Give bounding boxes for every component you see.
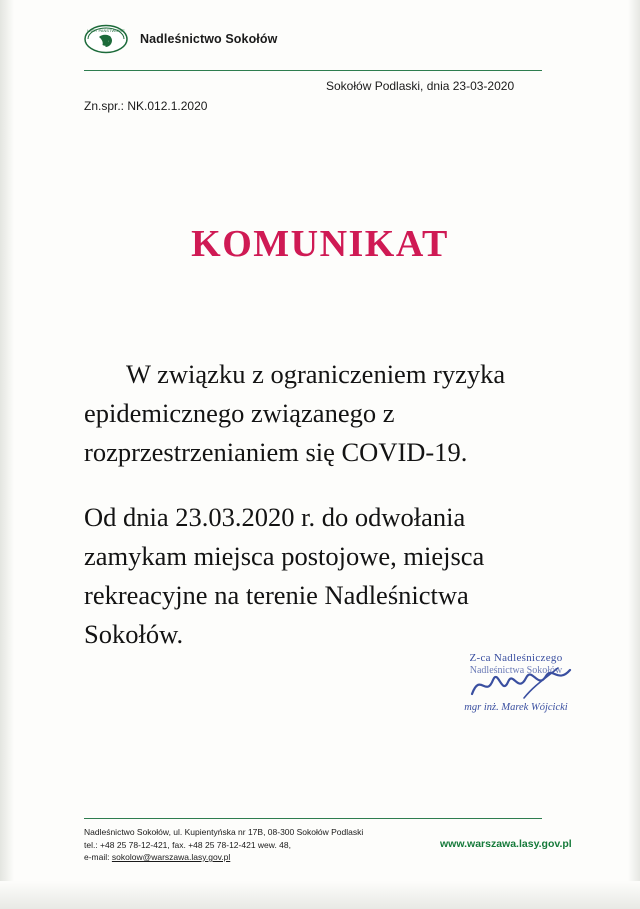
signature-title-line-1: Z-ca Nadleśniczego — [469, 652, 563, 664]
scan-edge-right — [628, 0, 640, 909]
paragraph-2: Od dnia 23.03.2020 r. do odwołania zamykam miejsca postojowe, miejsca rekreacyjne na terenie Nadleśnictwa Sokołów. — [84, 502, 485, 649]
footer-website-link[interactable]: www.warszawa.lasy.gov.pl — [440, 838, 572, 850]
footer-address-line-1: Nadleśnictwo Sokołów, ul. Kupientyńska nr 17B, 08-300 Sokołów Podlaski — [84, 827, 364, 837]
signature-block — [446, 652, 586, 713]
lasy-panstwowe-logo-icon — [84, 24, 128, 54]
organization-name: Nadleśnictwo Sokołów — [140, 32, 278, 46]
scan-edge-left — [0, 0, 14, 909]
footer-address-line-2: tel.: +48 25 78-12-421, fax. +48 25 78-12-421 wew. 48, — [84, 839, 291, 850]
paragraph-1: W związku z ograniczeniem ryzyka epidemicznego związanego z rozprzestrzenianiem się COVID-19. — [84, 359, 506, 467]
place-and-date: Sokołów Podlaski, dnia 23-03-2020 — [326, 79, 515, 93]
footer-address — [84, 826, 363, 864]
letterhead — [84, 24, 277, 54]
reference-number: Zn.spr.: NK.012.1.2020 — [84, 99, 208, 113]
signature-title-line-2: Nadleśnictwa Sokołów — [469, 665, 563, 676]
svg-text:LASY PAŃSTWOWE: LASY PAŃSTWOWE — [87, 28, 125, 33]
footer-email-row — [84, 851, 363, 864]
footer-divider — [84, 818, 542, 819]
document-title: KOMUNIKAT — [191, 223, 449, 265]
footer-email-label: e-mail: — [84, 852, 110, 862]
footer-email-link[interactable]: sokolow@warszawa.lasy.gov.pl — [111, 852, 231, 862]
scan-edge-bottom — [0, 881, 640, 909]
signature-name: mgr inż. Marek Wójcicki — [464, 702, 568, 713]
handwritten-signature-icon — [466, 664, 576, 704]
document-body — [84, 355, 554, 680]
header-divider — [84, 70, 542, 71]
